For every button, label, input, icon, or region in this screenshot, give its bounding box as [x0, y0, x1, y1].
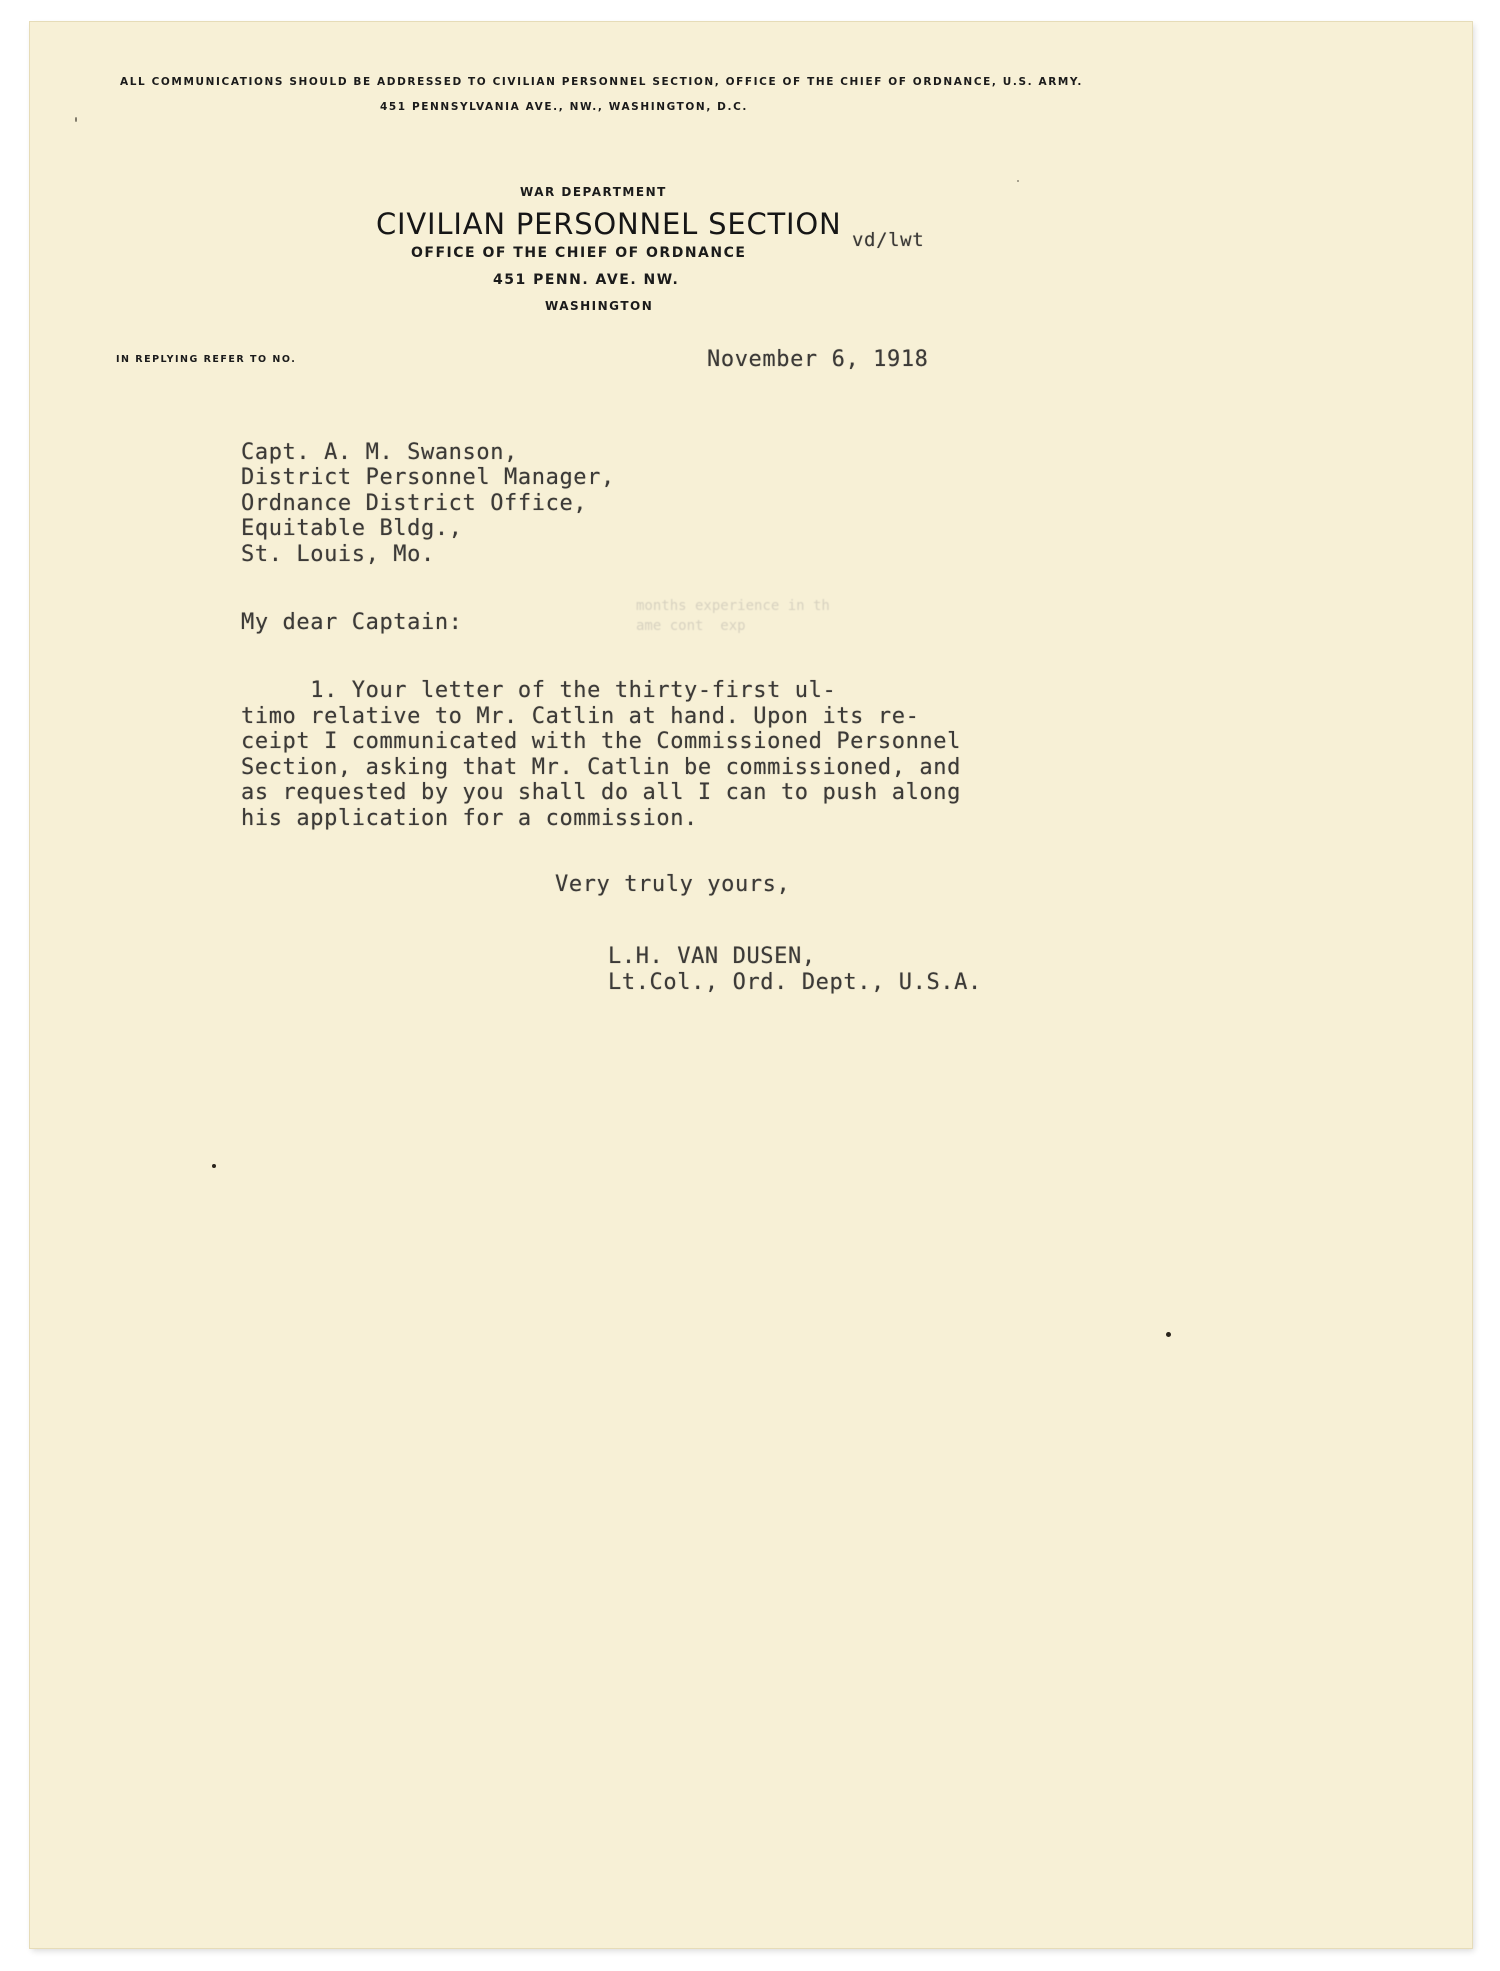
office-city: WASHINGTON [545, 299, 654, 313]
letter-date: November 6, 1918 [707, 347, 929, 372]
body-line: timo relative to Mr. Catlin at hand. Upon its re- [241, 703, 920, 729]
office-address: 451 PENN. AVE. NW. [493, 272, 680, 288]
signer-name: L.H. VAN DUSEN, [608, 944, 816, 969]
recipient-city: St. Louis, Mo. [241, 541, 435, 567]
paper-speck [1166, 1332, 1171, 1337]
office-name: OFFICE OF THE CHIEF OF ORDNANCE [411, 245, 747, 261]
body-line: his application for a commission. [241, 805, 698, 831]
paper-speck [212, 1164, 216, 1168]
section-title: CIVILIAN PERSONNEL SECTION [376, 207, 842, 241]
recipient-title: District Personnel Manager, [241, 465, 615, 491]
recipient-office: Ordnance District Office, [241, 490, 588, 516]
letter-body [241, 678, 961, 832]
recipient-name: Capt. A. M. Swanson, [241, 440, 518, 465]
department-name: WAR DEPARTMENT [520, 185, 667, 199]
body-line: Section, asking that Mr. Catlin be commissioned, and [241, 754, 961, 780]
paper-speck [75, 117, 77, 122]
salutation: My dear Captain: [241, 610, 463, 635]
communications-notice-line1: ALL COMMUNICATIONS SHOULD BE ADDRESSED TO CIVILIAN PERSONNEL SECTION, OFFICE OF THE CHIEF OF ORDNANCE, U.S. ARMY. [120, 76, 1083, 88]
body-line: as requested by you shall do all I can to push along [241, 780, 961, 806]
bleed-through-line: ame cont exp [636, 618, 746, 634]
recipient-address [241, 440, 615, 567]
closing: Very truly yours, [555, 872, 791, 897]
bleed-through-text [636, 596, 830, 636]
paper-speck [1017, 180, 1019, 182]
bleed-through-line: months experience in th [636, 598, 830, 614]
signature-block [608, 944, 982, 995]
signer-title: Lt.Col., Ord. Dept., U.S.A. [608, 969, 982, 995]
communications-notice-line2: 451 PENNSYLVANIA AVE., NW., WASHINGTON, D.C. [380, 101, 748, 113]
body-line: ceipt I communicated with the Commissioned Personnel [241, 729, 961, 755]
body-line: 1. Your letter of the thirty-first ul- [241, 678, 837, 703]
reply-reference-label: IN REPLYING REFER TO NO. [116, 354, 297, 365]
recipient-building: Equitable Bldg., [241, 516, 463, 542]
reference-code: vd/lwt [852, 229, 925, 251]
